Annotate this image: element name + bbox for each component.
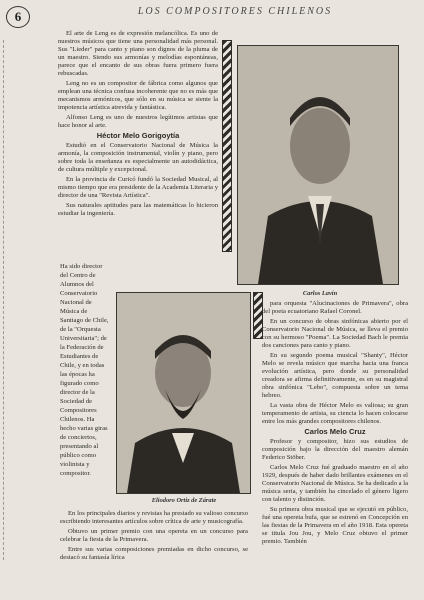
paragraph: Carlos Melo Cruz fué graduado maestro en el año 1929, después de haber dado brillantes exámenes en el Conservatorio Nacional de Música. Se ha dedicado a la música seria, y también ha cincelado el género ligero con talento y distinción. [262,464,408,503]
section-heading: Carlos Melo Cruz [304,427,366,436]
narrow-text: Ha sido director del Centro de Alumnos del Conservatorio Nacional de Música de Santiago de Chile, de la "Orquesta Universitaria"; de la Federación de Estudiantes de Chile, y en todas las épocas ha figurado como director de la Sociedad de Compositores Chilenos. Ha hecho varias giras de conciertos, presentando al público como violinista y compositor. [60,263,109,477]
deco-bar-left [222,40,232,252]
portrait-silhouette [238,46,398,284]
paragraph: En los principales diarios y revistas ha prestado su valioso concurso escribiendo interesantes artículos sobre crítica de arte y musicografía. [60,510,248,525]
paragraph: En la provincia de Curicó fundó la Sociedad Musical, al mismo tiempo que era presidente de la Academia Literaria y director de una "Revista Artística". [58,176,218,199]
paragraph: Alfonso Leng es uno de nuestros legítimos artistas que hace honor al arte. [58,114,218,129]
text-column-right [262,300,408,548]
paragraph: para orquesta "Alucinaciones de Primavera", obra del poeta ecuatoriano Rafael Coronel. [262,300,408,315]
paragraph: Obtuvo un primer premio con una opereta en un concurso para celebrar la fiesta de la Primavera. [60,528,248,543]
paragraph: Su primera obra musical que se ejecutó en público, fué una opereta bufa, que se estrenó en Concepción en las fiestas de la Primavera en el año 1918. Esta opereta se titula Jou Jou, y Melo Cruz obtuvo el primer premio. También [262,506,408,545]
paragraph: Leng no es un compositor de fábrica como algunos que emplean una técnica confusa incoherente que no es más que mecanismos armónicos, que sólo en su música se siente la impotencia artística atrevida y fantástica. [58,80,218,111]
paragraph: En su segundo poema musical "Shanty", Héctor Melo se revela músico que marcha hacia una franca evolución artística, pero donde su personalidad creadora se afirma definitivamente, es en su magistral obra sinfónica "Lebo", compuesta sobre un tema hebreo. [262,352,408,399]
text-column-narrow [60,262,110,478]
paragraph: En un concurso de obras sinfónicas abierto por el Conservatorio Nacional de Música, se lleva el premio con su hermoso "Poema". La Sociedad Bach le premia dos canciones para canto y piano. [262,318,408,349]
portrait-photo-carlos-lavin [237,45,399,285]
photo-caption-bottom: Eliodoro Ortiz de Zárate [151,497,217,504]
page-number: 6 [6,6,30,28]
photo-caption-top: Carlos Lavín [302,290,338,297]
text-column-bottom-left [60,510,248,564]
paragraph: Estudió en el Conservatorio Nacional de Música la armonía, la composición instrumental, violín y piano, pero sobre toda la enseñanza es especialmente un autodidáctica, de cultura múltiple y excepcional. [58,142,218,173]
paragraph: La vasta obra de Héctor Melo es valiosa; su gran temperamento de artista, su ciencia lo hacen colocarse entre los más grandes compositores chilenos. [262,402,408,425]
paragraph: El arte de Leng es de expresión melancólica. Es uno de nuestros músicos que tiene una personalidad más personal. Sus "Lieder" para canto y piano son dignos de la pluma de un maestro. Siendo sus armonías y melodías espontáneas, parece que el encanto de sus obras fuera primero fuera rebuscadas. [58,30,218,77]
margin-mark [3,40,6,560]
portrait-silhouette [117,293,250,493]
paragraph: Sus naturales aptitudes para las matemáticas lo hicieron estudiar la ingeniería. [58,202,218,217]
paragraph: Entre sus varias composiciones premiadas en dicho concurso, se destacó su fantasía lírica [60,546,248,561]
text-column-top-left [58,30,218,220]
section-heading: Héctor Melo Gorigoytía [96,131,180,140]
running-head-title: LOS COMPOSITORES CHILENOS [137,6,333,17]
paragraph: Profesor y compositor, hizo sus estudios de composición bajo la dirección del maestro alemán Federico Stöber. [262,438,408,461]
portrait-photo-eliodoro [116,292,251,494]
